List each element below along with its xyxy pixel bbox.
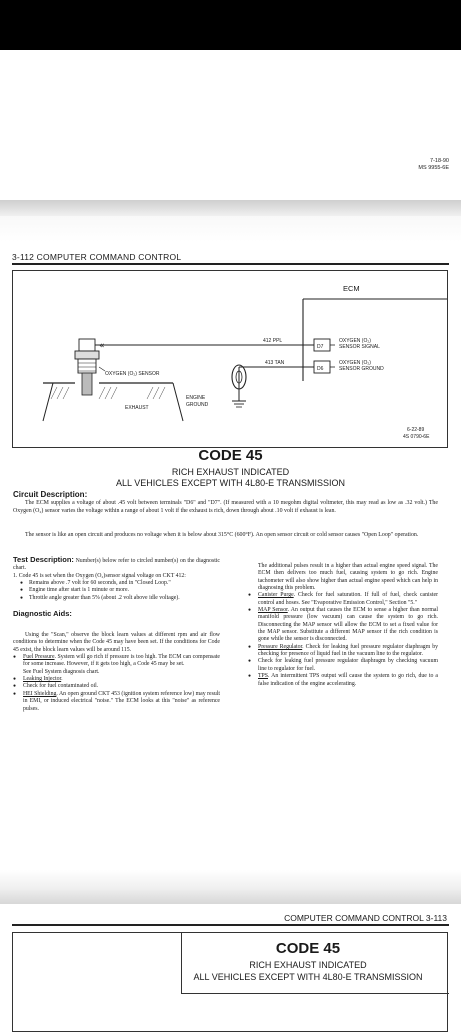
page-b-subtitle-1: RICH EXHAUST INDICATED (249, 960, 367, 970)
aid-tps: ● TPS. An intermittent TPS output will cause the system to go rich, due to a false indication of the engine accelerating. (248, 673, 438, 688)
section-header-page-b: COMPUTER COMMAND CONTROL 3-113 (284, 913, 447, 923)
oxygen-sensor-icon (75, 339, 99, 395)
wire-412-label: 412 PPL (263, 338, 283, 344)
signal-label-2: SENSOR SIGNAL (339, 344, 380, 350)
test-bullet-1: ● Remains above .7 volt for 60 seconds, and in "Closed Loop." (13, 580, 220, 587)
page-b-code-title: CODE 45 (275, 940, 341, 957)
ground-label: GROUND (186, 402, 209, 408)
engine-label: ENGINE (186, 395, 206, 401)
right-continuation: The additional pulses result in a higher than actual engine speed signal. The ECM then delivers too much fuel, causing system to go rich. Engine tachometer will also show higher than actual engine speed which can help in diagnosing this problem. (258, 563, 438, 592)
aid-oil: ● Check for fuel contaminated oil. (13, 683, 220, 690)
wire-413-label: 413 TAN (265, 360, 285, 366)
test-description-heading: Test Description: (13, 555, 74, 564)
section-rule-page-b (12, 924, 449, 926)
subtitle-rich-exhaust: RICH EXHAUST INDICATED (171, 467, 290, 477)
subtitle-all-vehicles: ALL VEHICLES EXCEPT WITH 4L80-E TRANSMISSION (116, 478, 345, 488)
pin-d7-label: D7 (317, 344, 324, 350)
test-bullet-2: ● Engine time after start is 1 minute or more. (13, 587, 220, 594)
circuit-description-p1: The ECM supplies a voltage of about .45 volt between terminals "D6" and "D7". (If measured with a 10 megohm digital voltmeter, this may read as low as .32 volt.) The Oxygen (O₂) sensor varies the voltage within a range of about 1 volt if the exhaust is rich, down through about .10 volt if exhaust is lean. (13, 500, 438, 514)
left-column (13, 555, 220, 713)
circuit-description-heading: Circuit Description: (13, 490, 88, 499)
test-description-intro: Number(s) below refer to circled number(s) on the diagnostic chart. (13, 558, 221, 572)
page-gap-bottom (0, 870, 461, 904)
diagnostic-aids-heading: Diagnostic Aids: (13, 609, 72, 619)
test-bullet-3: ● Throttle angle greater than 5% (about .2 volt above idle voltage). (13, 595, 220, 602)
code-title: CODE 45 (198, 447, 263, 464)
aid-fuel-see: See Fuel System diagnosis chart. (23, 668, 100, 675)
section-rule (12, 263, 449, 265)
aid-map-sensor: ● MAP Sensor. An output that causes the ECM to sense a higher than normal manifold pressure (low vacuum) can cause the system to go rich. Disconnecting the MAP sensor will allow the ECM to set a fixed value for the MAP sensor. Substitute a different MAP sensor if the rich condition is gone while the sensor is disconnected. (248, 607, 438, 644)
section-header: 3-112 COMPUTER COMMAND CONTROL (12, 252, 182, 262)
exhaust-label: EXHAUST (125, 405, 149, 411)
aid-hei-shielding: ● HEI Shielding. An open ground CKT 453 (ignition system reference low) may result in EMI, or induced electrical "noise." The ECM looks at this "noise" as reference pulses. (13, 691, 220, 713)
aid-canister-purge: ● Canister Purge. Check for fuel saturation. If full of fuel, check canister control and hoses. See "Evaporative Emission Control," Section "5." (248, 592, 438, 607)
signal-label-1: OXYGEN (O₂) (339, 338, 371, 344)
diagram-code: 4S 0790-6E (403, 434, 430, 440)
aid-fuel-pressure: ● Fuel Pressure. System will go rich if pressure is too high. The ECM can compensate for some increase. However, if it gets too high, a Code 45 may be set. (13, 654, 220, 669)
aid-leaking-injector: ● Leaking Injector. (13, 676, 220, 683)
top-black-bar (0, 0, 461, 50)
svg-text:«: « (99, 341, 105, 351)
circuit-diagram-svg (13, 271, 447, 447)
ground-label-1: OXYGEN (O₂) (339, 360, 371, 366)
o2-sensor-label: OXYGEN (O₂) SENSOR (105, 371, 160, 377)
page-b-subtitle-2: ALL VEHICLES EXCEPT WITH 4L80-E TRANSMISSION (193, 972, 423, 982)
aid-regulator-vacuum: ● Check for leaking fuel pressure regulator diaphragm by checking vacuum line to regulator for fuel. (248, 658, 438, 673)
page-a-footer-code: 7-18-90 MS 9955-6E (418, 158, 449, 171)
test-bullet-list (13, 580, 220, 602)
diagram-date: 6-22-89 (407, 427, 425, 433)
diagnostic-aids-p1: Using the "Scan," observe the block learn values at different rpm and air flow conditions to determine when the Code 45 may have been set. If the conditions for Code 45 exist, the block learn values will be around 115. (13, 632, 220, 653)
ground-label-2: SENSOR GROUND (339, 366, 384, 372)
pin-d6-label: D6 (317, 366, 324, 372)
circuit-description-p2: The sensor is like an open circuit and produces no voltage when it is below about 315°C (600°F). An open sensor circuit or cold sensor causes "Open Loop" operation. (25, 532, 419, 538)
circuit-diagram (12, 270, 448, 448)
test-item-1: 1. Code 45 is set when the Oxygen (O₂)sensor signal voltage on CKT 412: (13, 572, 186, 579)
aid-pressure-regulator: ● Pressure Regulator. Check for leaking fuel pressure regulator diaphragm by checking for presence of liquid fuel in the vacuum line to the regulator. (248, 644, 438, 659)
page-gap-top (0, 200, 461, 242)
right-column (248, 563, 438, 688)
ecm-label: ECM (343, 284, 360, 293)
